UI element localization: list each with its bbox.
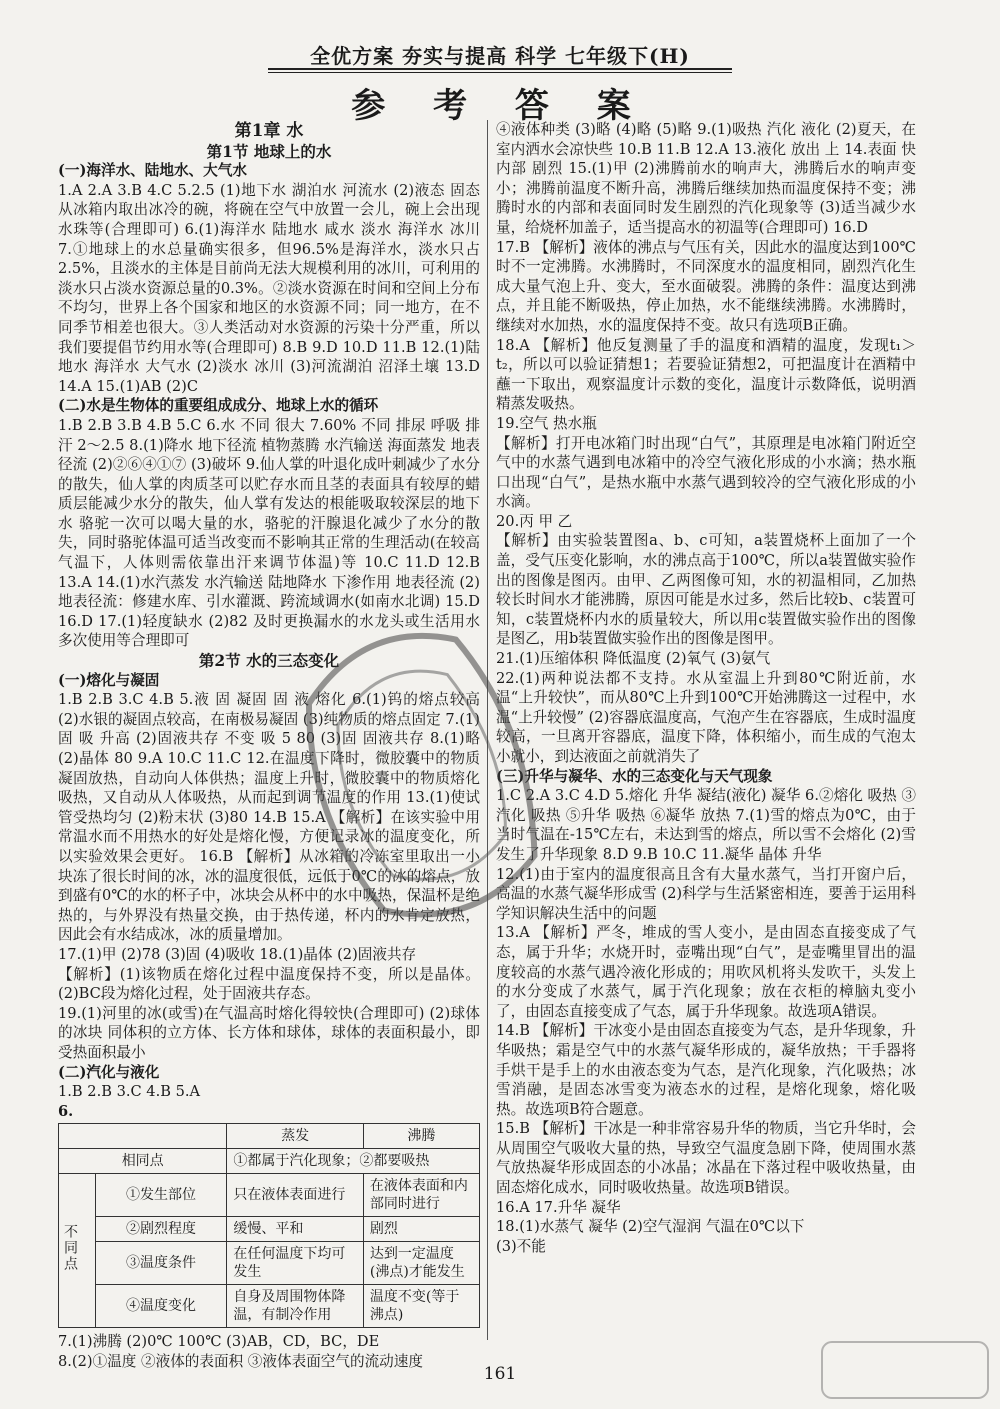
answer-paragraph: 17.(1)甲 (2)78 (3)固 (4)吸收 18.(1)晶体 (2)固液共存 bbox=[58, 945, 417, 963]
section-title-2: 第2节 水的三态变化 bbox=[198, 651, 340, 671]
answer-paragraph: 19.(1)河里的冰(或雪)在气温高时熔化得较快(合理即可) (2)球体的冰块 同体积的立方体、长方体和球体，球体的表面积最小，即受热面积最小 bbox=[58, 1004, 480, 1061]
header-rule bbox=[268, 68, 732, 70]
subsection-title: (三)升华与凝华、水的三态变化与天气现象 bbox=[496, 767, 773, 785]
answer-paragraph: 15.B 【解析】干冰是一种非常容易升华的物质，当它升华时，会从周围空气吸收大量的热，导致空气温度急剧下降，使周围水蒸气放热凝华形成固态的小冰晶；冰晶在下落过程中吸收热量，由固态熔化成水，同时吸收热量。故选项B错误。 bbox=[496, 1120, 916, 1197]
table-row-label: 相同点 bbox=[59, 1149, 227, 1174]
answer-paragraph: 22.(1)两种说法都不支持。水从室温上升到80℃附近前，水温“上升较快”，而从80℃上升到100℃开始沸腾这一过程中，水温“上升较慢” (2)容器底温度高，气泡产生在容器底，生成时温度较高，一旦离开容器底，温度下降，体积缩小，而生成的气泡太小就小，到达液面之前就消失了 bbox=[496, 669, 916, 765]
header-rule-thin bbox=[268, 72, 732, 73]
watermark-logo bbox=[820, 1340, 990, 1400]
table-cell: ①都属于汽化现象；②都要吸热 bbox=[227, 1149, 480, 1174]
subsection-title: (一)海洋水、陆地水、大气水 bbox=[58, 162, 247, 180]
table-row-label bbox=[59, 1174, 96, 1328]
table-header: 蒸发 bbox=[227, 1124, 363, 1149]
answer-paragraph: 1.B 2.B 3.B 4.B 5.C 6.水 不同 很大 7.60% 不同 排尿 呼吸 排汗 2～2.5 8.(1)降水 地下径流 植物蒸腾 水汽输送 海面蒸发 地表径流 (2)②⑥④①⑦ (3)破坏 9.仙人掌的叶退化成叶刺减少了水分的散失，仙人掌的肉质茎可以贮存水而且茎的表面具有较厚的蜡质层能减少水分的散失，仙人掌有发达的根能吸取较深层的地下水 骆驼一次可以喝大量的水，骆驼的汗腺退化减少了水分的散失，同时骆驼体温可适当改变而不影响其正常的生理活动(在较高气温下，人体则需依靠出汗来调节体温)等 10.C 11.D 12.B 13.A 14.(1)水汽蒸发 水汽输送 陆地降水 下渗作用 地表径流 (2)地表径流：修建水库、引水灌溉、跨流域调水(如南水北调) 15.D 16.D 17.(1)轻度缺水 (2)82 及时更换漏水的水龙头或生活用水多次使用等合理即可 bbox=[58, 416, 480, 650]
chapter-title: 第1章 水 bbox=[234, 121, 304, 141]
answer-paragraph: 1.C 2.A 3.C 4.D 5.熔化 升华 凝结(液化) 凝华 6.②熔化 吸热 ③汽化 吸热 ⑤升华 吸热 ⑥凝华 放热 7.(1)雪的熔点为0℃，由于当时气温在-15℃左右，未达到雪的熔点，所以雪不会熔化 (2)雪发生了升华现象 8.D 9.B 10.C 11.凝华 晶体 升华 bbox=[496, 787, 916, 863]
answer-paragraph: 1.B 2.B 3.C 4.B 5.液 固 凝固 固 液 熔化 6.(1)钨的熔点较高 (2)水银的凝固点较高，在南极易凝固 (3)纯物质的熔点固定 7.(1)固 吸 升高 (2)固液共存 不变 吸 5 80 (3)固 固液共存 8.(1)略 (2)晶体 80 9.A 10.C 11.C 12.在温度下降时，微胶囊中的物质凝固放热，自动向人体供热；温度上升时，微胶囊中的物质熔化吸热，又自动从人体吸热，从而起到调节温度的作用 13.(1)使试管受热均匀 (2)粉末状 (3)80 14.B 15.A 【解析】在该实验中用常温水而不用热水的好处是熔化慢，方便记录冰的温度变化，所以实验效果会更好。 16.B 【解析】从冰箱的冷冻室里取出一小块冻了很长时间的冰，冰的温度很低，远低于0℃的冰的熔点，放到盛有0℃的水的杯子中，冰块会从杯中的水中吸热，保温杯是绝热的，与外界没有热量交换，由于热传递，杯内的水肯定放热，因此会有水结成冰，冰的质量增加。 bbox=[58, 691, 480, 944]
page-header: 全优方案 夯实与提高 科学 七年级下(H) bbox=[310, 44, 690, 68]
table-cell: 只在液体表面进行 bbox=[227, 1174, 363, 1217]
answer-paragraph: ④液体种类 (3)略 (4)略 (5)略 9.(1)吸热 汽化 液化 (2)夏天，在室内洒水会凉快些 10.B 11.B 12.A 13.液化 放出 上 14.表面 快 内部 剧烈 15.(1)甲 (2)沸腾前水的响声大，沸腾后水的响声变小；沸腾前温度不断升高，沸腾后继续加热而温度保持不变；沸腾时水的内部和表面同时发生剧烈的汽化现象等 (3)适当减少水量，给烧杯加盖子，适当提高水的初温等(合理即可) 16.D bbox=[496, 121, 916, 236]
answer-paragraph: 14.B 【解析】干冰变小是由固态直接变为气态，是升华现象，升华吸热；霜是空气中的水蒸气凝华形成的，凝华放热；干手器将手烘干是手上的水由液态变为气态，是汽化现象，汽化吸热；冰雪消融，是固态冰雪变为液态水的过程，是熔化现象，熔化吸热。故选项B符合题意。 bbox=[496, 1022, 916, 1118]
answer-paragraph: 1.B 2.B 3.C 4.B 5.A bbox=[58, 1083, 201, 1101]
answer-paragraph: (3)不能 bbox=[496, 1237, 546, 1255]
table-header: 沸腾 bbox=[363, 1124, 479, 1149]
table-cell: 达到一定温度(沸点)才能发生 bbox=[363, 1242, 479, 1285]
page-title: 参 考 答 案 bbox=[351, 86, 649, 126]
analysis-paragraph: 【解析】(1)该物质在熔化过程中温度保持不变，所以是晶体。(2)BC段为熔化过程，处于固液共存态。 bbox=[58, 965, 480, 1003]
table-cell: 剧烈 bbox=[363, 1217, 479, 1242]
table-cell: ④温度变化 bbox=[95, 1285, 227, 1328]
table-vertical-label: 不同点 bbox=[62, 1224, 78, 1273]
page-number: 161 bbox=[483, 1364, 517, 1384]
section-title-1: 第1节 地球上的水 bbox=[206, 141, 332, 161]
table-cell: 在液体表面和内部同时进行 bbox=[363, 1174, 479, 1217]
subsection-title: (一)熔化与凝固 bbox=[58, 671, 160, 689]
table-cell: 缓慢、平和 bbox=[227, 1217, 363, 1242]
comparison-table bbox=[58, 1123, 480, 1328]
analysis-paragraph: 【解析】由实验装置图a、b、c可知，a装置烧杯上面加了一个盖，受气压变化影响，水的沸点高于100℃，所以a装置做实验作出的图像是图丙。由甲、乙两图像可知，水的初温相同，乙加热较长时间水才能沸腾，原因可能是水过多，然后比较b、c装置可知，c装置烧杯内水的质量较大，所以用c装置做实验作出的图像是图乙，用b装置做实验作出的图像是图甲。 bbox=[496, 532, 916, 648]
answer-paragraph: 19.空气 热水瓶 bbox=[496, 414, 597, 432]
answer-paragraph: 18.(1)水蒸气 凝华 (2)空气湿润 气温在0℃以下 bbox=[496, 1218, 805, 1236]
subsection-title: (二)水是生物体的重要组成成分、地球上水的循环 bbox=[58, 397, 379, 415]
subsection-title: (二)汽化与液化 bbox=[58, 1063, 160, 1081]
answer-paragraph: 20.丙 甲 乙 bbox=[496, 512, 573, 530]
answer-paragraph: 1.A 2.A 3.B 4.C 5.2.5 (1)地下水 湖泊水 河流水 (2)液态 固态 从冰箱内取出冰冷的碗，将碗在空气中放置一会儿，碗上会出现水珠等(合理即可) 6.(1)海洋水 陆地水 咸水 淡水 海洋水 冰川 7.①地球上的水总量确实很多，但96.5%是海洋水，淡水只占2.5%，且淡水的主体是目前尚无法大规模利用的冰川，可利用的淡水只占淡水资源总量的0.3%。②淡水资源在时间和空间上分布不均匀，世界上各个国家和地区的水资源不同；同一地方，在不同季节相差也很大。③人类活动对水资源的污染十分严重，所以我们要提倡节约用水等(合理即可) 8.B 9.D 10.D 11.B 12.(1)陆地水 海洋水 大气水 (2)淡水 冰川 (3)河流湖泊 沼泽土壤 13.D 14.A 15.(1)AB (2)C bbox=[58, 181, 480, 395]
analysis-paragraph: 【解析】打开电冰箱门时出现“白气”，其原理是电冰箱门附近空气中的水蒸气遇到电冰箱中的冷空气液化形成的小水滴；热水瓶口出现“白气”，是热水瓶中水蒸气遇到较冷的空气液化形成的小水滴。 bbox=[496, 434, 916, 511]
answer-paragraph: 17.B 【解析】液体的沸点与气压有关，因此水的温度达到100℃时不一定沸腾。水沸腾时，不同深度水的温度相同，剧烈汽化生成大量气泡上升、变大，至水面破裂。沸腾的条件：温度达到沸点，并且能不断吸热，停止加热，水不能继续沸腾。水沸腾时，继续对水加热，水的温度保持不变。故只有选项B正确。 bbox=[496, 238, 916, 334]
question-number: 6. bbox=[58, 1102, 74, 1120]
answer-paragraph: 18.A 【解析】他反复测量了手的温度和酒精的温度，发现t₁＞t₂，所以可以验证猜想1；若要验证猜想2，可把温度计在酒精中蘸一下取出，观察温度计示数的变化，温度计示数降低，说明酒精蒸发吸热。 bbox=[496, 336, 916, 413]
answer-paragraph: 12.(1)由于室内的温度很高且含有大量水蒸气，当打开窗户后，高温的水蒸气凝华形成雪 (2)科学与生活紧密相连，要善于运用科学知识解决生活中的问题 bbox=[496, 865, 916, 922]
answer-paragraph: 21.(1)压缩体积 降低温度 (2)氧气 (3)氨气 bbox=[496, 650, 771, 668]
table-cell: 自身及周围物体降温，有制冷作用 bbox=[227, 1285, 363, 1328]
table-cell: ③温度条件 bbox=[95, 1242, 227, 1285]
table-cell: ①发生部位 bbox=[95, 1174, 227, 1217]
table-cell: 温度不变(等于沸点) bbox=[363, 1285, 479, 1328]
right-column bbox=[496, 120, 916, 1256]
table-cell: 在任何温度下均可发生 bbox=[227, 1242, 363, 1285]
answer-paragraph: 7.(1)沸腾 (2)0℃ 100℃ (3)AB，CD，BC，DE bbox=[58, 1333, 380, 1351]
table-corner bbox=[59, 1124, 227, 1149]
answer-paragraph: 13.A 【解析】严冬，堆成的雪人变小，是由固态直接变成了气态，属于升华；水烧开时，壶嘴出现“白气”，是壶嘴里冒出的温度较高的水蒸气遇冷液化形成的；用吹风机将头发吹干，头发上的水分变成了水蒸气，属于汽化现象；放在衣柜的樟脑丸变小了，由固态直接变成了气态，属于升华现象。故选项A错误。 bbox=[496, 924, 916, 1020]
table-cell: ②剧烈程度 bbox=[95, 1217, 227, 1242]
answer-paragraph: 8.(2)①温度 ②液体的表面积 ③液体表面空气的流动速度 bbox=[58, 1352, 423, 1370]
answer-paragraph: 16.A 17.升华 凝华 bbox=[496, 1198, 621, 1216]
